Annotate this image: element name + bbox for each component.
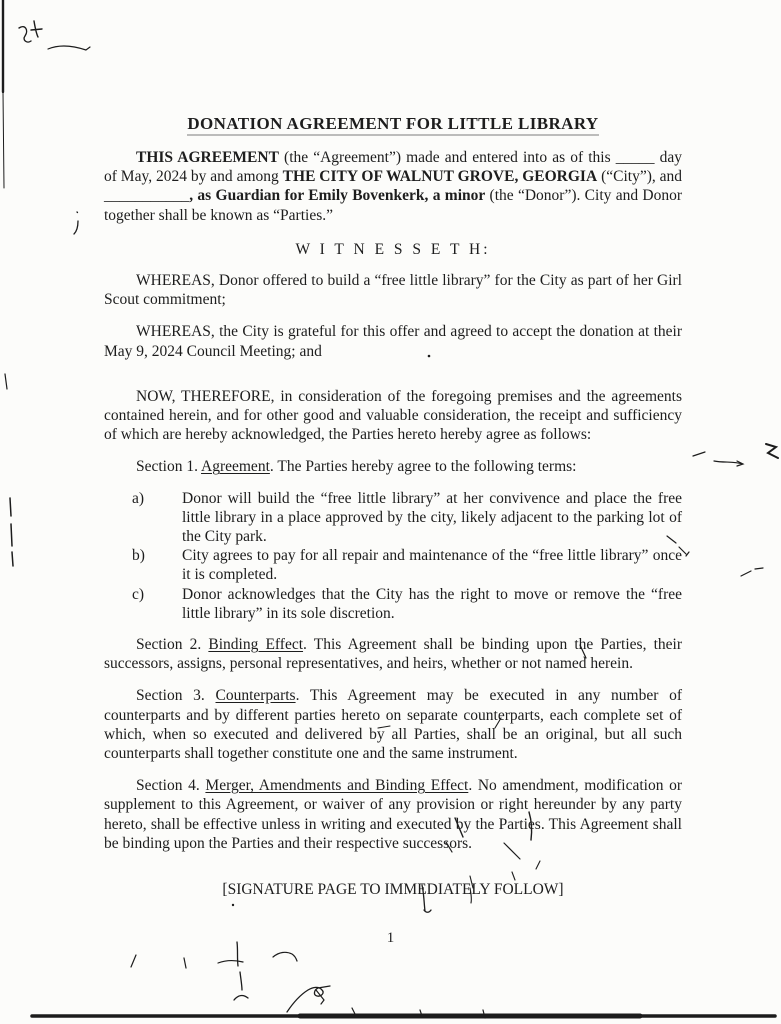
intro-text-4: (the “Donor”). City and Donor together shall be known as “Parties.”	[104, 187, 682, 224]
this-agreement-text: THIS AGREEMENT	[136, 149, 279, 166]
pen-mark	[74, 212, 78, 234]
pen-mark	[19, 27, 31, 42]
section-2-lead: Section 2.	[136, 636, 209, 654]
now-therefore-paragraph: NOW, THEREFORE, in consideration of the foregoing premises and the agreements contained herein, and for other good and valuable consideration, the receipt and sufficiency of which are hereby acknowledged, the Parties hereto hereby agree as follows:	[104, 387, 682, 444]
intro-text-2: day of May, 2024 by and among	[104, 149, 682, 186]
section-4-lead: Section 4.	[136, 777, 206, 795]
pen-mark	[741, 568, 763, 576]
day-blank: _____	[615, 149, 655, 166]
pen-mark	[352, 1008, 485, 1018]
whereas-paragraph-1: WHEREAS, Donor offered to build a “free little library” for the City as part of her Girl Scout commitment;	[104, 272, 682, 309]
page-number: 1	[386, 930, 395, 946]
list-item-c	[104, 585, 682, 623]
list-item-a-text: Donor will build the “free little library” at her convivence and place the free little library in a place approved by the city, likely adjacent to the parking lot of the City park.	[182, 489, 682, 546]
terms-list	[104, 489, 682, 623]
pen-mark	[234, 942, 248, 1000]
pen-mark	[766, 444, 778, 458]
document-title-text: DONATION AGREEMENT FOR LITTLE LIBRARY	[187, 114, 598, 136]
list-item-a	[104, 489, 682, 547]
pen-mark	[5, 374, 7, 389]
section-4-paragraph	[104, 776, 682, 853]
pen-mark	[10, 498, 13, 566]
list-item-b-text: City agrees to pay for all repair and maintenance of the “free little library” once it is completed.	[182, 547, 682, 584]
section-1-rest: . The Parties hereby agree to the following terms:	[269, 458, 577, 476]
section-4-heading: Merger, Amendments and Binding Effect	[205, 777, 469, 795]
scan-line-left-thin	[3, 92, 4, 188]
guardian-clause-text: , as Guardian for Emily Bovenkerk, a minor	[189, 187, 486, 205]
pen-mark	[693, 452, 743, 466]
pen-mark	[48, 46, 90, 50]
list-item-a-label: a)	[132, 489, 145, 507]
intro-text-1: (the “Agreement”) made and entered into as of this	[278, 149, 616, 166]
intro-text-3: (“City”), and	[597, 168, 683, 186]
list-item-c-text: Donor acknowledges that the City has the right to move or remove the “free little library” in its sole discretion.	[182, 585, 682, 622]
list-item-b-label: b)	[132, 547, 145, 565]
section-3-rest: . This Agreement may be executed in any number of counterparts and by different parties hereto on separate counterparts, each complete set of which, when so executed and delivered by all Parties, shall be an original, but all such counterparts shall together constitute one and the same instrument.	[104, 687, 682, 763]
section-1-paragraph	[104, 457, 682, 476]
list-item-c-label: c)	[132, 585, 145, 603]
pen-mark	[131, 955, 324, 1004]
signature-note: [SIGNATURE PAGE TO IMMEDIATELY FOLLOW]	[222, 881, 564, 899]
pen-mark	[287, 986, 330, 1012]
document-content	[104, 114, 682, 912]
section-3-paragraph	[104, 686, 682, 763]
guardian-blank: ___________	[104, 187, 190, 205]
pen-mark	[184, 952, 297, 968]
pen-mark	[31, 21, 42, 37]
section-1-heading: Agreement	[201, 458, 270, 476]
section-4-rest: . No amendment, modification or supplement to this Agreement, or waiver of any provision or right hereunder by any party hereto, shall be effective unless in writing and executed by the Parties. This Agreement shall be binding upon the Parties and their respective successors.	[104, 777, 683, 852]
intro-paragraph	[104, 148, 682, 225]
city-name-text: THE CITY OF WALNUT GROVE, GEORGIA	[282, 168, 598, 186]
whereas-paragraph-2: WHEREAS, the City is grateful for this offer and agreed to accept the donation at their May 9, 2024 Council Meeting; and	[104, 323, 682, 360]
section-1-lead: Section 1.	[136, 458, 202, 476]
witnesseth-heading: W I T N E S S E T H:	[295, 240, 491, 258]
section-2-paragraph	[104, 635, 682, 673]
document-title	[104, 114, 682, 134]
list-item-b	[104, 546, 682, 584]
section-3-lead: Section 3.	[136, 687, 216, 705]
section-2-heading: Binding Effect	[208, 636, 304, 654]
section-3-heading: Counterparts	[215, 687, 296, 705]
section-2-rest: . This Agreement shall be binding upon the Parties, their successors, assigns, personal representatives, and heirs, whether or not named herein.	[104, 636, 682, 673]
